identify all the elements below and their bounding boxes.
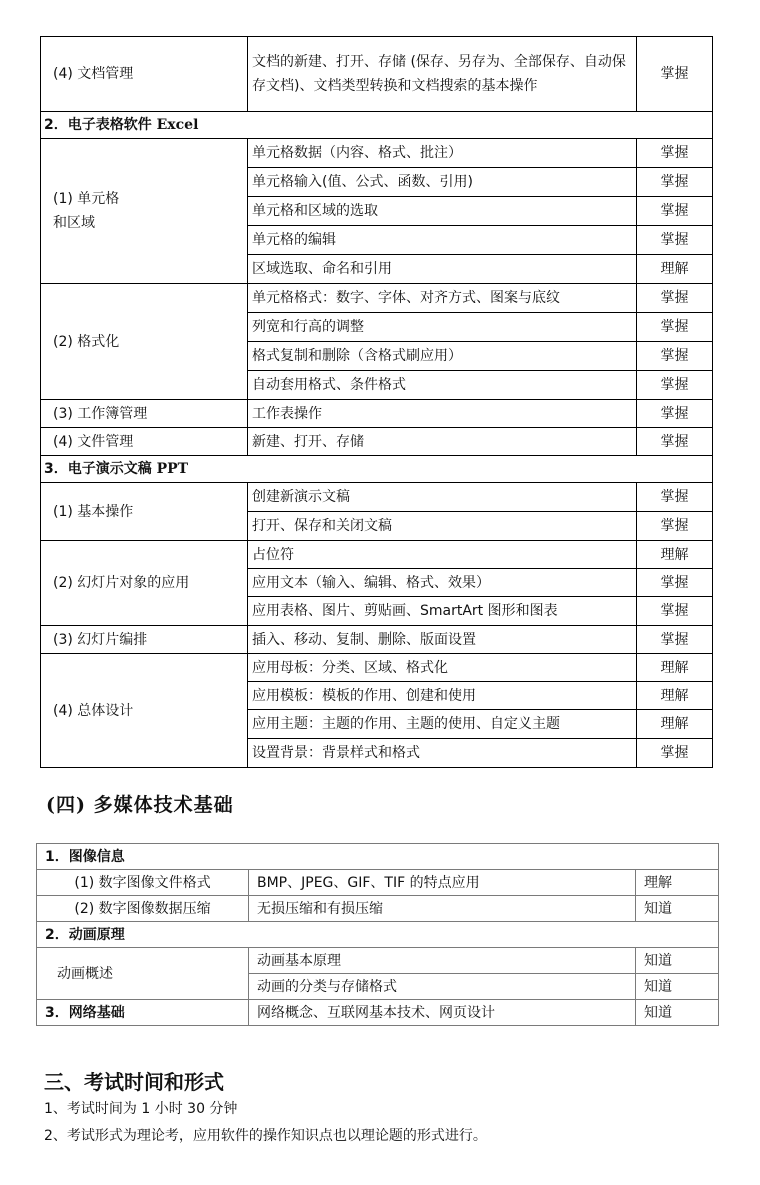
section-header-excel	[41, 112, 713, 139]
animation-header-cell: 2．动画原理	[37, 922, 719, 948]
exam-note-format: 2、考试形式为理论考，应用软件的操作知识点也以理论题的形式进行。	[44, 1128, 487, 1144]
table-row	[41, 428, 713, 456]
item-basic-operations: (1) 基本操作	[41, 483, 248, 541]
item-file-management: (4) 文件管理	[41, 428, 248, 456]
excel-header-en: Excel	[156, 117, 199, 133]
desc-cell: 插入、移动、复制、删除、版面设置	[248, 626, 637, 654]
table-row	[37, 1000, 719, 1026]
level-cell: 掌握	[637, 400, 713, 428]
table-row	[41, 139, 713, 168]
level-cell: 掌握	[637, 168, 713, 197]
item-cells-line1: (1) 单元格	[53, 191, 120, 207]
level-cell: 掌握	[637, 483, 713, 512]
level-cell: 知道	[636, 1000, 719, 1026]
desc-cell: 应用母板：分类、区域、格式化	[248, 654, 637, 682]
level-cell: 理解	[637, 255, 713, 284]
item-cells-line2: 和区域	[53, 215, 95, 231]
section-header-ppt	[41, 456, 713, 483]
item-slide-arrangement: (3) 幻灯片编排	[41, 626, 248, 654]
level-cell: 掌握	[637, 284, 713, 313]
item-slide-objects: (2) 幻灯片对象的应用	[41, 541, 248, 626]
item-image-format: (1) 数字图像文件格式	[37, 870, 249, 896]
level-cell: 掌握	[637, 313, 713, 342]
section-header-animation	[37, 922, 719, 948]
level-cell: 知道	[636, 896, 719, 922]
desc-cell: 单元格的编辑	[248, 226, 637, 255]
desc-cell: 应用文本（输入、编辑、格式、效果）	[248, 569, 637, 597]
table-row	[37, 948, 719, 974]
section-header-image	[37, 844, 719, 870]
level-doc-management: 掌握	[637, 37, 713, 112]
level-cell: 掌握	[637, 597, 713, 626]
desc-cell: 打开、保存和关闭文稿	[248, 512, 637, 541]
desc-cell: 新建、打开、存储	[248, 428, 637, 456]
level-cell: 理解	[637, 682, 713, 710]
item-doc-management: (4) 文档管理	[41, 37, 248, 112]
table-row	[41, 284, 713, 313]
level-cell: 理解	[637, 654, 713, 682]
level-cell: 掌握	[637, 739, 713, 768]
syllabus-table-multimedia	[36, 843, 719, 1026]
level-cell: 掌握	[637, 512, 713, 541]
level-cell: 掌握	[637, 197, 713, 226]
desc-cell: 无损压缩和有损压缩	[249, 896, 636, 922]
section-title-multimedia: (四) 多媒体技术基础	[46, 794, 234, 816]
table-row	[41, 654, 713, 682]
item-network-basics: 3．网络基础	[37, 1000, 249, 1026]
desc-cell: 创建新演示文稿	[248, 483, 637, 512]
level-cell: 掌握	[637, 371, 713, 400]
desc-cell: 应用主题：主题的作用、主题的使用、自定义主题	[248, 710, 637, 739]
table-row	[41, 626, 713, 654]
image-header-cell: 1．图像信息	[37, 844, 719, 870]
desc-cell: 应用表格、图片、剪贴画、SmartArt 图形和图表	[248, 597, 637, 626]
exam-note-time: 1、考试时间为 1 小时 30 分钟	[44, 1101, 238, 1117]
desc-cell: 格式复制和删除（含格式刷应用）	[248, 342, 637, 371]
desc-cell: 设置背景：背景样式和格式	[248, 739, 637, 768]
desc-cell: BMP、JPEG、GIF、TIF 的特点应用	[249, 870, 636, 896]
desc-cell: 工作表操作	[248, 400, 637, 428]
excel-header-cell	[41, 112, 713, 139]
level-cell: 理解	[636, 870, 719, 896]
desc-cell: 应用模板：模板的作用、创建和使用	[248, 682, 637, 710]
item-cells-and-ranges	[41, 139, 248, 284]
desc-cell: 网络概念、互联网基本技术、网页设计	[249, 1000, 636, 1026]
table-row	[37, 896, 719, 922]
level-cell: 掌握	[637, 342, 713, 371]
desc-cell: 列宽和行高的调整	[248, 313, 637, 342]
level-cell: 知道	[636, 974, 719, 1000]
level-cell: 掌握	[637, 139, 713, 168]
item-image-compression: (2) 数字图像数据压缩	[37, 896, 249, 922]
level-cell: 知道	[636, 948, 719, 974]
level-cell: 掌握	[637, 428, 713, 456]
item-workbook-management: (3) 工作簿管理	[41, 400, 248, 428]
level-cell: 理解	[637, 541, 713, 569]
excel-header-text: 2．电子表格软件	[44, 117, 157, 133]
section-title-exam: 三、考试时间和形式	[44, 1070, 224, 1094]
desc-cell: 动画的分类与存储格式	[249, 974, 636, 1000]
desc-doc-management: 文档的新建、打开、存储 (保存、另存为、全部保存、自动保存文档)、文档类型转换和文档搜索的基本操作	[248, 37, 637, 112]
desc-cell: 单元格格式：数字、字体、对齐方式、图案与底纹	[248, 284, 637, 313]
level-cell: 掌握	[637, 626, 713, 654]
level-cell: 理解	[637, 710, 713, 739]
level-cell: 掌握	[637, 569, 713, 597]
table-row	[41, 400, 713, 428]
table-row	[41, 483, 713, 512]
item-formatting: (2) 格式化	[41, 284, 248, 400]
desc-cell: 单元格和区域的选取	[248, 197, 637, 226]
item-overall-design: (4) 总体设计	[41, 654, 248, 768]
level-cell: 掌握	[637, 226, 713, 255]
ppt-header-en: PPT	[156, 461, 189, 477]
desc-cell: 单元格数据（内容、格式、批注）	[248, 139, 637, 168]
desc-cell: 区域选取、命名和引用	[248, 255, 637, 284]
syllabus-table-office	[40, 36, 713, 768]
ppt-header-cell	[41, 456, 713, 483]
table-row	[41, 37, 713, 112]
desc-cell: 自动套用格式、条件格式	[248, 371, 637, 400]
item-animation-overview: 动画概述	[37, 948, 249, 1000]
desc-cell: 占位符	[248, 541, 637, 569]
ppt-header-text: 3．电子演示文稿	[44, 461, 157, 477]
table-row	[37, 870, 719, 896]
desc-cell: 单元格输入(值、公式、函数、引用)	[248, 168, 637, 197]
desc-cell: 动画基本原理	[249, 948, 636, 974]
table-row	[41, 541, 713, 569]
